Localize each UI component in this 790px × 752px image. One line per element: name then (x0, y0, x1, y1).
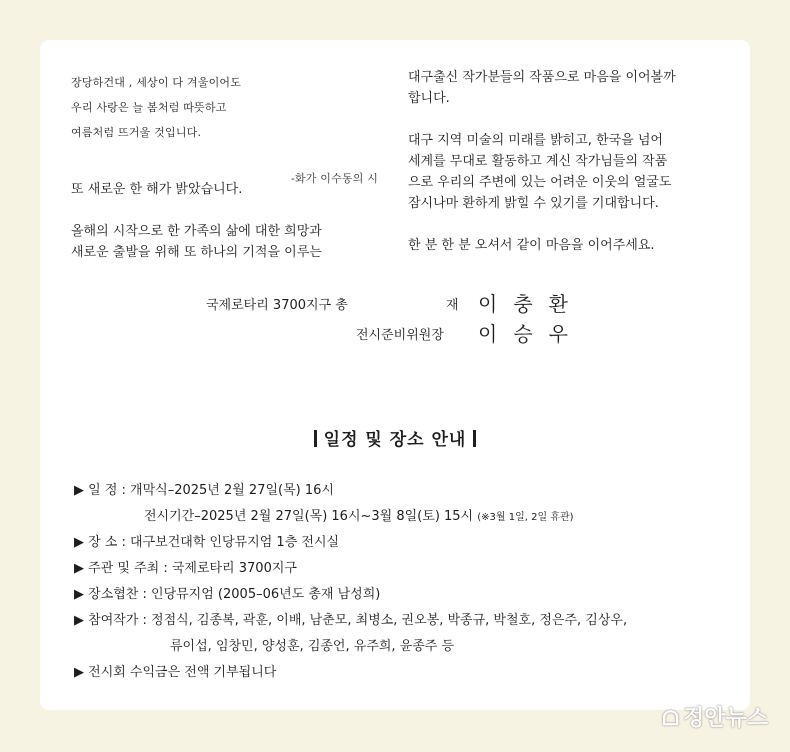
section-title-text: 일정 및 장소 안내 (323, 430, 467, 450)
watermark-text: 정안뉴스 (682, 706, 768, 731)
text-line: 잠시나마 환하게 밝힐 수 있기를 기대합니다. (408, 196, 659, 211)
text-line: 합니다. (408, 91, 450, 106)
paragraph (71, 221, 371, 263)
schedule-period-text: 전시기간–2025년 2월 27일(목) 16시~3월 8일(토) 15시 (144, 509, 474, 524)
paragraph (408, 130, 718, 214)
schedule-place: ▶ 장 소 : 대구보건대학 인당뮤지엄 1층 전시실 (74, 535, 340, 550)
news-watermark (662, 701, 768, 732)
signature-name-governor: 이충환 (478, 292, 584, 316)
schedule-period-note: (※3월 1일, 2일 휴관) (477, 512, 574, 523)
text-line: 한 분 한 분 오셔서 같이 마음을 이어주세요. (408, 238, 655, 253)
section-title (40, 425, 750, 450)
text-line: 또 새로운 한 해가 밝았습니다. (71, 182, 243, 197)
poem-line: 장당하건대 , 세상이 다 겨울이어도 (71, 76, 242, 89)
schedule-donation: ▶ 전시회 수익금은 전액 기부됩니다 (74, 665, 277, 680)
paragraph (408, 235, 718, 256)
schedule-list (74, 482, 627, 690)
signature-role-suffix: 재 (446, 298, 459, 313)
text-line: 세계를 무대로 활동하고 계신 작가님들의 작품 (408, 154, 668, 169)
right-column-text (408, 67, 718, 277)
text-line: 으로 우리의 주변에 있는 어려운 이웃의 얼굴도 (408, 175, 672, 190)
left-column-text (71, 179, 371, 284)
poem-line: 우리 사랑은 늘 봄처럼 따뜻하고 (71, 101, 227, 114)
news-logo-icon: ᗝ (662, 706, 679, 730)
schedule-opening: ▶ 일 정 : 개막식–2025년 2월 27일(목) 16시 (74, 483, 334, 498)
text-line: 대구출신 작가분들의 작품으로 마음을 이어볼까 (408, 70, 676, 85)
signature-role-chair: 전시준비위원장 (356, 328, 444, 343)
paragraph (408, 67, 718, 109)
signature-name-chair: 이승우 (478, 322, 584, 346)
text-line: 새로운 출발을 위해 또 하나의 기적을 이루는 (71, 245, 322, 260)
title-bar-left (314, 430, 317, 447)
schedule-artists-cont: 류이섭, 임창민, 양성훈, 김종언, 유주희, 윤종주 등 (170, 639, 455, 654)
schedule-sponsor: ▶ 장소협찬 : 인당뮤지엄 (2005–06년도 총재 남성희) (74, 587, 381, 602)
invitation-card (40, 40, 750, 710)
title-bar-right (473, 430, 476, 447)
schedule-artists: ▶ 참여작가 : 정점식, 김종복, 곽훈, 이배, 남춘모, 최병소, 권오봉, 박종규, 박철호, 정은주, 김상우, (74, 613, 628, 628)
paragraph (71, 179, 371, 200)
poem-attribution: -화가 이수동의 시 (291, 172, 379, 185)
text-line: 대구 지역 미술의 미래를 밝히고, 한국을 넘어 (408, 133, 663, 148)
text-line: 올해의 시작으로 한 가족의 삶에 대한 희망과 (71, 224, 322, 239)
schedule-host: ▶ 주관 및 주최 : 국제로타리 3700지구 (74, 561, 297, 576)
poem (71, 70, 379, 185)
poem-line: 여름처럼 뜨거울 것입니다. (71, 126, 202, 139)
signature-role-governor: 국제로타리 3700지구 총 (206, 298, 348, 313)
schedule-period (74, 508, 627, 534)
